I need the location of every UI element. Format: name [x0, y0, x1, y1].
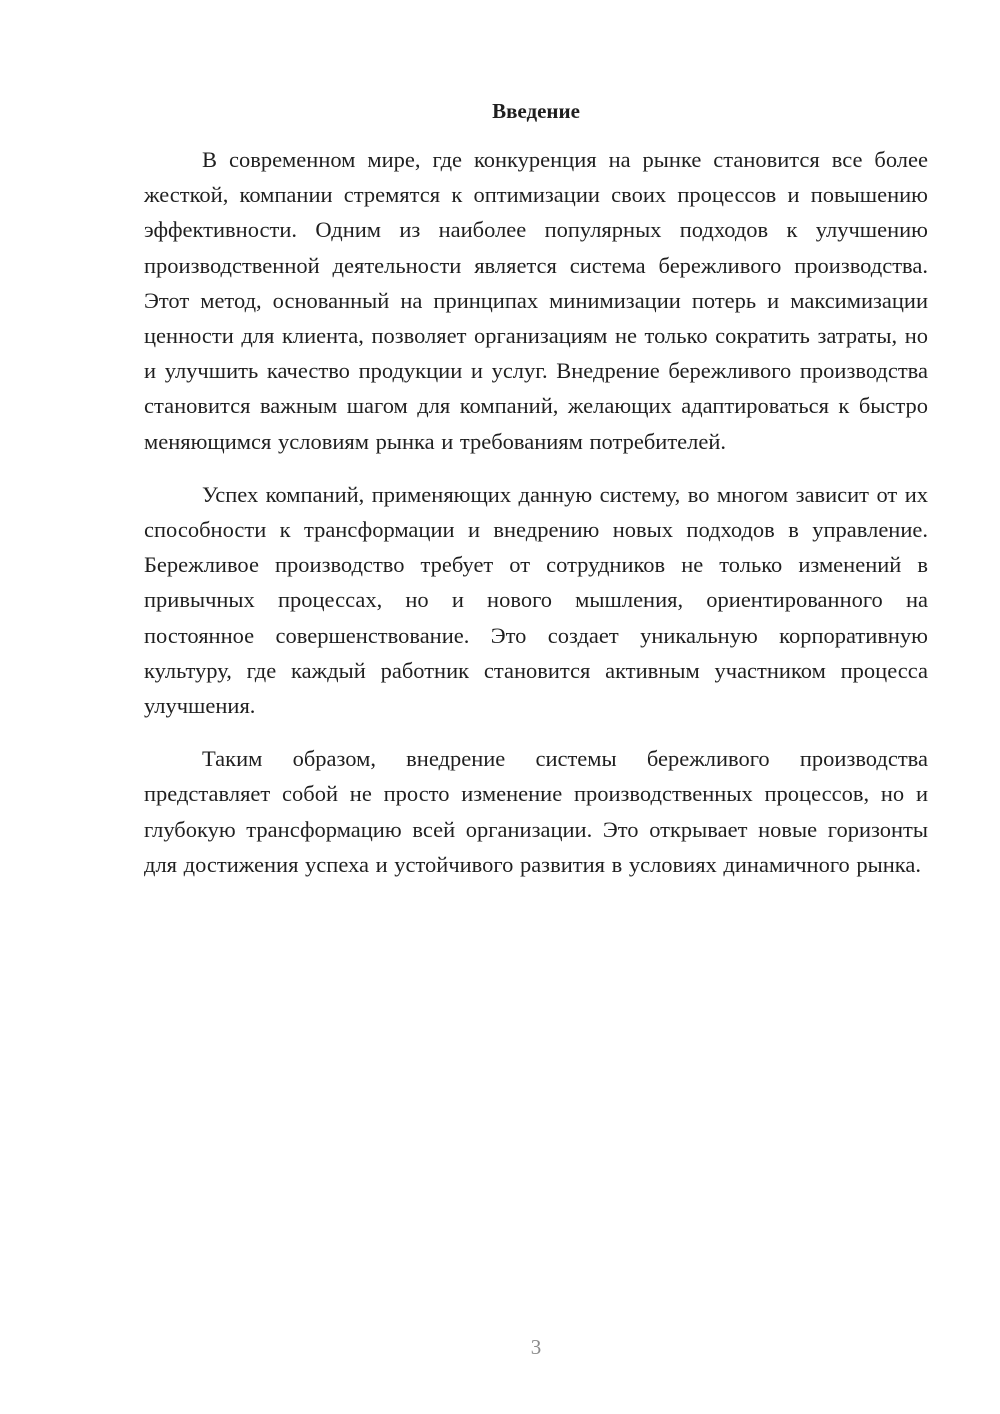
section-heading: Введение [492, 99, 580, 123]
paragraph-3: Таким образом, внедрение системы бережливого производства представляет собой не просто изменение производственных процессов, но и глубокую трансформацию всей организации. Это открывает новые горизонты для достижения успеха и устойчивого развития в условиях динамичного рынка. [144, 746, 928, 877]
page-number: 3 [530, 1335, 542, 1359]
page-content [144, 96, 928, 900]
paragraph-2: Успех компаний, применяющих данную систему, во многом зависит от их способности к трансформации и внедрению новых подходов в управление. Бережливое производство требует от сотрудников не только изменений в привычных процессах, но и нового мышления, ориентированного на постоянное совершенствование. Это создает уникальную корпоративную культуру, где каждый работник становится активным участником процесса улучшения. [144, 481, 928, 719]
paragraph-1: В современном мире, где конкуренция на рынке становится все более жесткой, компании стремятся к оптимизации своих процессов и повышению эффективности. Одним из наиболее популярных подходов к улучшению производственной деятельности является система бережливого производства. Этот метод, основанный на принципах минимизации потерь и максимизации ценности для клиента, позволяет организациям не только сократить затраты, но и улучшить качество продукции и услуг. Внедрение бережливого производства становится важным шагом для компаний, желающих адаптироваться к быстро меняющимся условиям рынка и требованиям потребителей. [144, 147, 928, 454]
